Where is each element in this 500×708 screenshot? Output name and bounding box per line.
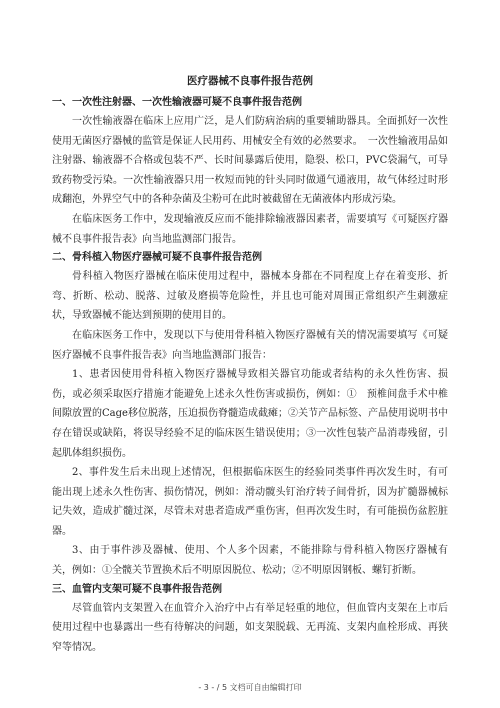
section-3-paragraph-1: 尽管血管内支架置入在血管介入治疗中占有举足轻重的地位，但血管内支架在上市后使用过程中也暴露出一些有待解决的问题，如支架脱载、无再流、支架内血栓形成、再狭窄等情况。 bbox=[52, 602, 448, 653]
document-title: 医疗器械不良事件报告范例 bbox=[187, 75, 313, 87]
section-1-paragraph-1: 一次性输液器在临床上应用广泛，是人们防病治病的重要辅助器具。全面抓好一次性使用无菌医疗器械的监管是保证人民用药、用械安全有效的必然要求。 一次性输液用品如注射器、输液器不合格或包装不严、长时间暴露后使用，隐裂、松口，PVC袋漏气，可导致药物受污染。一次性输液器只用一枚短而钝的针头同时做通气通液用，故气体经过时形成翻泡，外界空气中的各种杂菌及尘粉可在此时被截留在无菌液体内形成污染。 bbox=[52, 116, 448, 206]
section-2-paragraph-1: 骨科植入物医疗器械在临床使用过程中，器械本身都在不同程度上存在着变形、折弯、折断、松动、脱落、过敏及磨损等危险性，并且也可能对周围正常组织产生刺激症状，导致器械不能达到预期的使用目的。 bbox=[52, 271, 448, 322]
section-2-paragraph-3: 1、患者因使用骨科植入物医疗器械导致相关器官功能或者结构的永久性伤害、损伤，或必须采取医疗措施才能避免上述永久性伤害或损伤，例如：① 预椎间盘手术中椎间隙放置的Cage移位脱落，压迫损伤脊髓造成截瘫；②关节产品标签、产品使用说明书中存在错误或缺陷，将误导经验不足的临床医生错误使用；③一次性包装产品消毒残留，引起肌体组织损伤。 bbox=[52, 369, 448, 459]
section-2-heading: 二、骨科植入物医疗器械可疑不良事件报告范例 bbox=[52, 252, 262, 264]
section-2-paragraph-4: 2、事件发生后未出现上述情况，但根据临床医生的经验同类事件再次发生时，有可能出现上述永久性伤害、损伤情况，例如：滑动髋头钉治疗转子间骨折，因为扩髓器械标记失效，造成扩髓过深，尽管未对患者造成严重伤害，但再次发生时，有可能损伤盆腔脏器。 bbox=[52, 467, 448, 537]
section-1-heading: 一、一次性注射器、一次性输液器可疑不良事件报告范例 bbox=[52, 97, 302, 108]
section-1-paragraph-2: 在临床医务工作中，发现输液反应而不能排除输液器因素者，需要填写《可疑医疗器械不良事件报告表》向当地监测部门报告。 bbox=[52, 213, 448, 245]
section-3-heading: 三、血管内支架可疑不良事件报告范例 bbox=[52, 583, 222, 595]
document-page bbox=[52, 74, 448, 657]
page-footer: - 3 - / 5 文档可自由编辑打印 bbox=[198, 683, 302, 692]
section-2-paragraph-2: 在临床医务工作中，发现以下与使用骨科植入物医疗器械有关的情况需要填写《可疑医疗器械不良事件报告表》向当地监测部门报告： bbox=[52, 329, 448, 361]
section-2-paragraph-5: 3、由于事件涉及器械、使用、个人多个因素，不能排除与骨科植入物医疗器械有关，例如：①全髋关节置换术后不明原因脱位、松动；②不明原因钢板、螺钉折断。 bbox=[52, 545, 448, 577]
